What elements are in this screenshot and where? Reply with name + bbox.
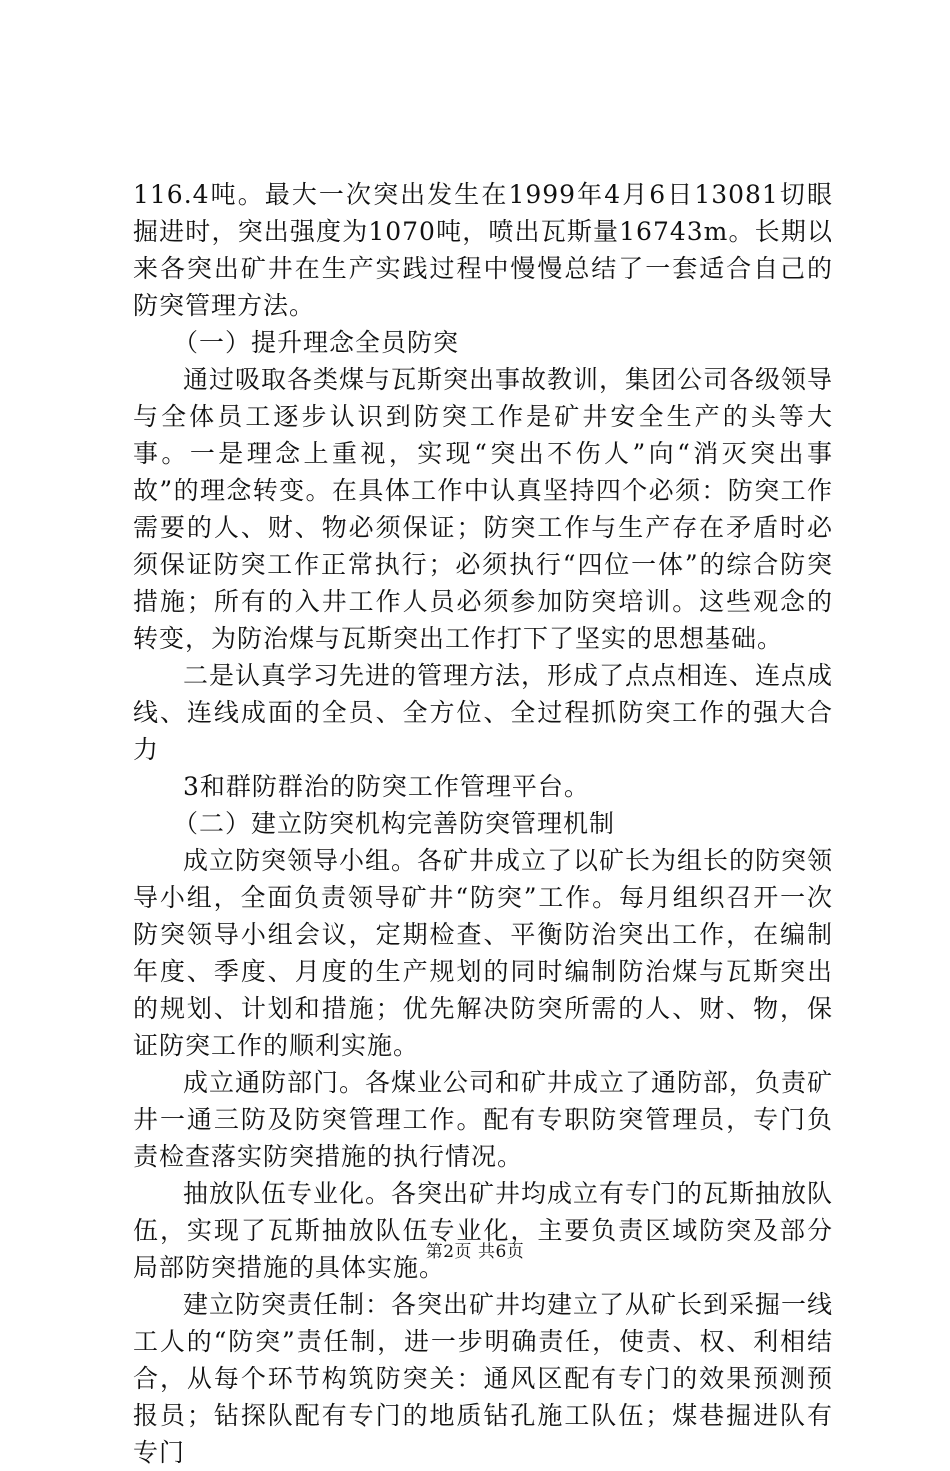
paragraph-management-platform: 3和群防群治的防突工作管理平台。 [183, 772, 590, 801]
page-number-footer: 第2页 共6页 [425, 1242, 525, 1262]
section-heading-1: （一）提升理念全员防突 [173, 328, 460, 357]
section-heading-2: （二）建立防突机构完善防突管理机制 [173, 809, 616, 838]
document-body [133, 176, 833, 1471]
paragraph-ventilation-dept: 成立通防部门。各煤业公司和矿井成立了通防部，负责矿井一通三防及防突管理工作。配有专职防突管理员，专门负责检查落实防突措施的执行情况。 [133, 1068, 834, 1171]
paragraph-leadership-group: 成立防突领导小组。各矿井成立了以矿长为组长的防突领导小组，全面负责领导矿井“防突”工作。每月组织召开一次防突领导小组会议，定期检查、平衡防治突出工作，在编制年度、季度、月度的生产规划的同时编制防治煤与瓦斯突出的规划、计划和措施；优先解决防突所需的人、财、物，保证防突工作的顺利实施。 [133, 846, 834, 1060]
paragraph-drainage-team: 抽放队伍专业化。各突出矿井均成立有专门的瓦斯抽放队伍，实现了瓦斯抽放队伍专业化，主要负责区域防突及部分局部防突措施的具体实施。 [133, 1179, 834, 1282]
paragraph-awareness: 通过吸取各类煤与瓦斯突出事故教训，集团公司各级领导与全体员工逐步认识到防突工作是矿井安全生产的头等大事。一是理念上重视，实现“突出不伤人”向“消灭突出事故”的理念转变。在具体工作中认真坚持四个必须：防突工作需要的人、财、物必须保证；防突工作与生产存在矛盾时必须保证防突工作正常执行；必须执行“四位一体”的综合防突措施；所有的入井工作人员必须参加防突培训。这些观念的转变，为防治煤与瓦斯突出工作打下了坚实的思想基础。 [133, 365, 834, 653]
paragraph-management-methods: 二是认真学习先进的管理方法，形成了点点相连、连点成线、连线成面的全员、全方位、全过程抓防突工作的强大合力 [133, 661, 834, 764]
paragraph-intro: 116.4吨。最大一次突出发生在1999年4月6日13081切眼掘进时，突出强度为1070吨，喷出瓦斯量16743m。长期以来各突出矿井在生产实践过程中慢慢总结了一套适合自己的防突管理方法。 [133, 180, 833, 320]
paragraph-responsibility-system: 建立防突责任制：各突出矿井均建立了从矿长到采掘一线工人的“防突”责任制，进一步明确责任，使责、权、利相结合，从每个环节构筑防突关：通风区配有专门的效果预测预报员；钻探队配有专门的地质钻孔施工队伍；煤巷掘进队有专门 [133, 1290, 834, 1467]
